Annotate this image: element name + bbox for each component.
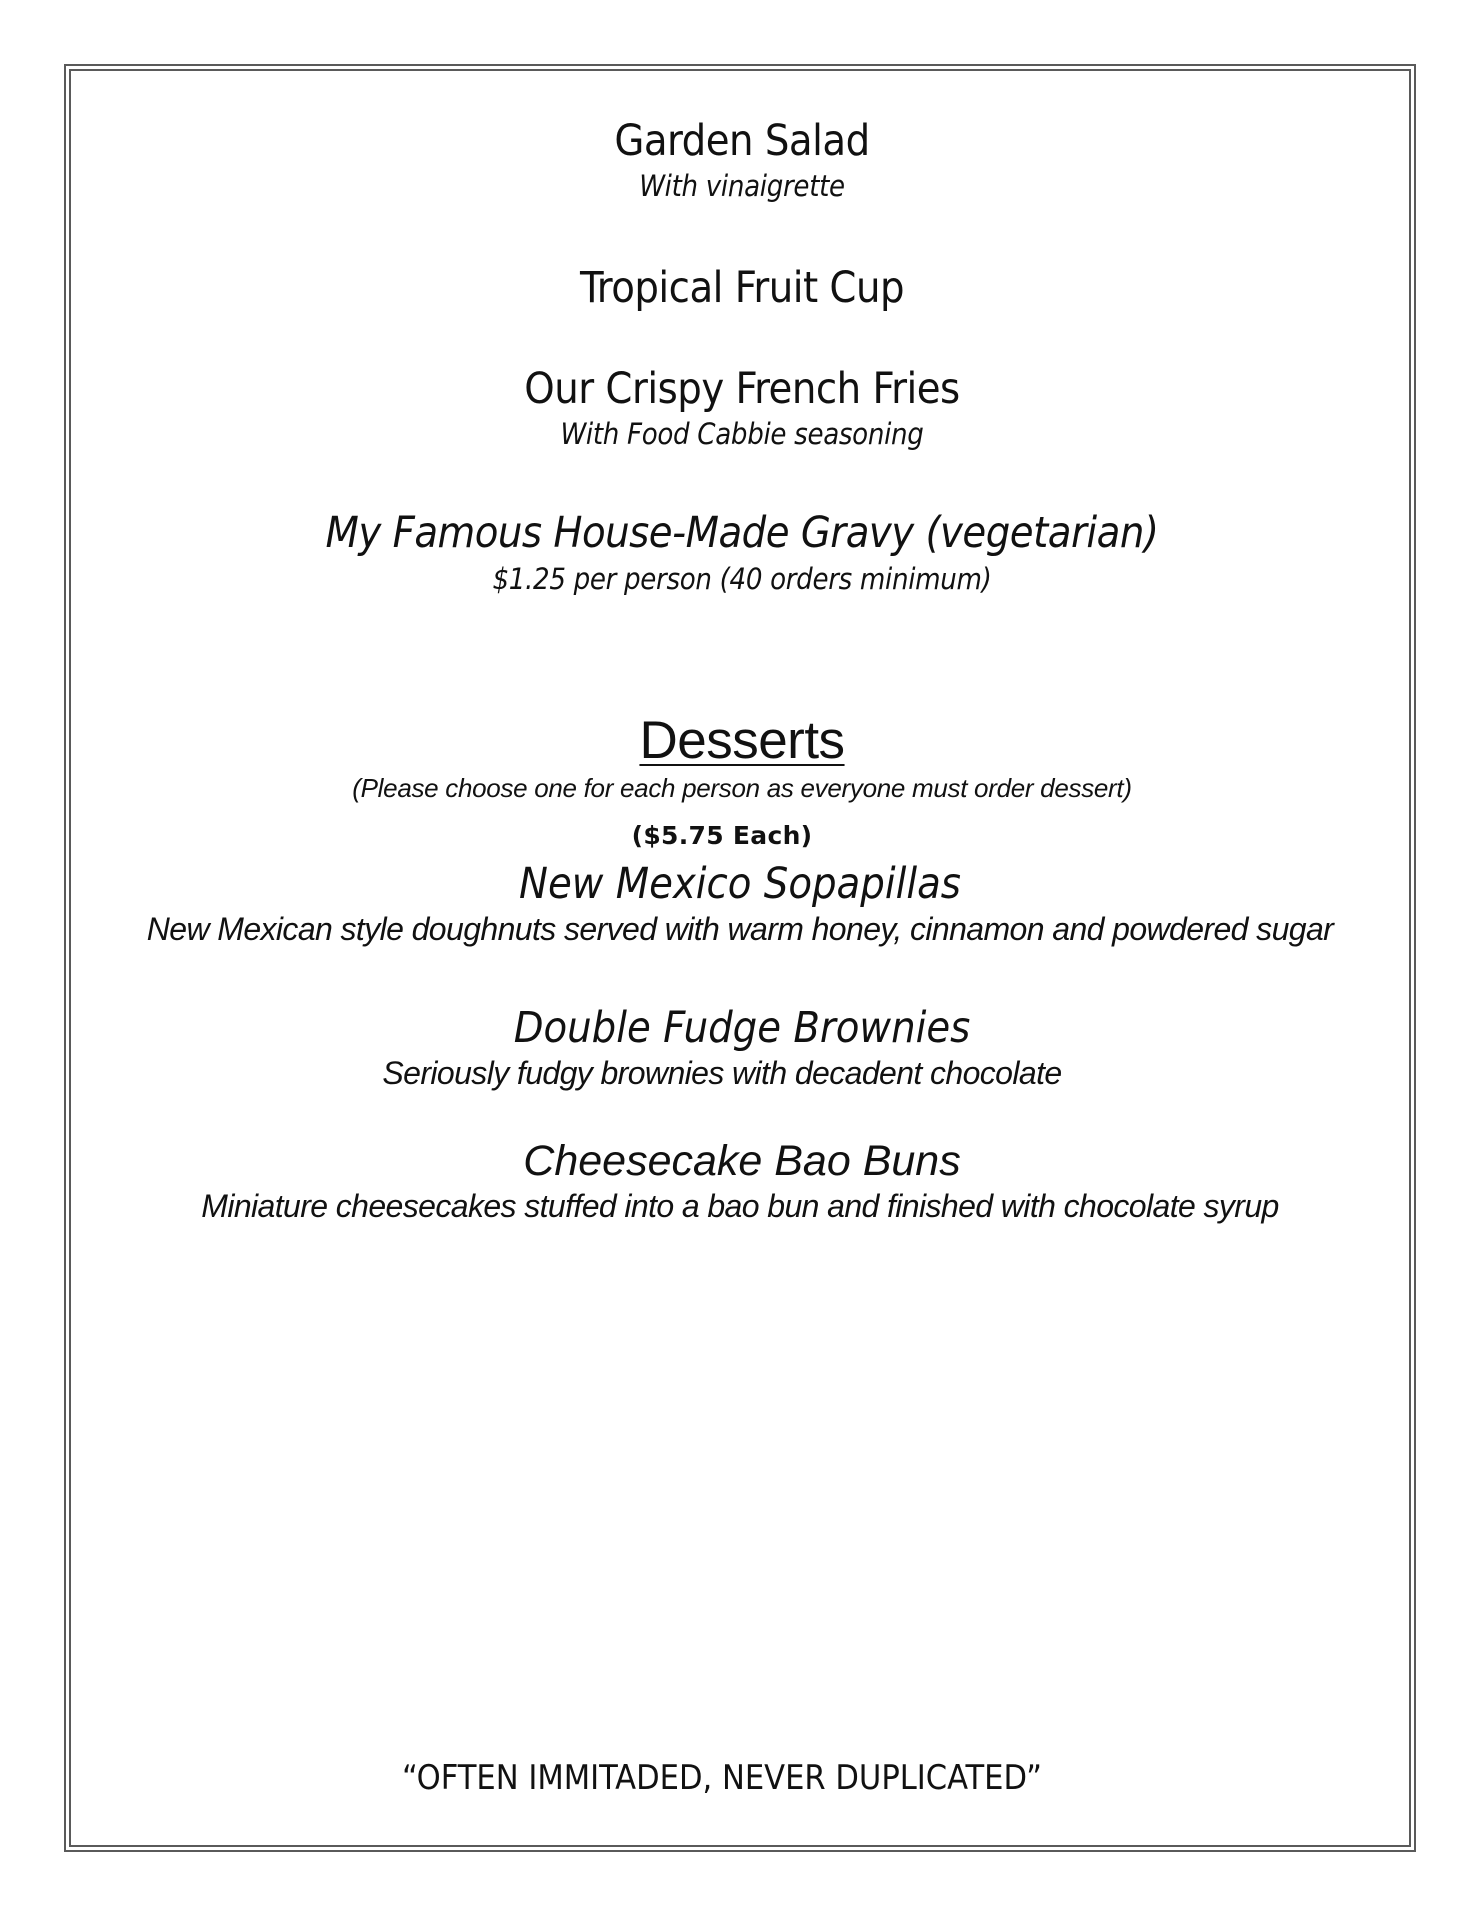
garden-salad-name: Garden Salad <box>614 116 870 166</box>
desserts-title: Desserts <box>639 711 845 770</box>
dessert-name: New Mexico Sopapillas <box>519 859 961 909</box>
french-fries-description: With Food Cabbie seasoning <box>560 417 924 451</box>
dessert-description: Miniature cheesecakes stuffed into a bao bun and finished with chocolate syrup <box>201 1188 1279 1224</box>
desserts-price: ($5.75 Each) <box>631 821 813 850</box>
fruit-cup-name: Tropical Fruit Cup <box>579 263 905 313</box>
french-fries-name: Our Crispy French Fries <box>524 364 960 414</box>
page-border-inner <box>69 69 1411 1847</box>
dessert-description: New Mexican style doughnuts served with warm honey, cinnamon and powdered sugar <box>146 911 1334 947</box>
gravy-name: My Famous House-Made Gravy (vegetarian) <box>325 508 1159 558</box>
garden-salad-description: With vinaigrette <box>639 169 845 203</box>
gravy-price-note: $1.25 per person (40 orders minimum) <box>492 562 992 596</box>
dessert-description: Seriously fudgy brownies with decadent chocolate <box>382 1055 1062 1091</box>
footer-quote: “OFTEN IMMITADED, NEVER DUPLICATED” <box>402 1758 1042 1798</box>
desserts-note: (Please choose one for each person as everyone must order dessert) <box>352 773 1132 803</box>
dessert-name: Cheesecake Bao Buns <box>523 1137 961 1185</box>
dessert-name: Double Fudge Brownies <box>513 1003 971 1053</box>
